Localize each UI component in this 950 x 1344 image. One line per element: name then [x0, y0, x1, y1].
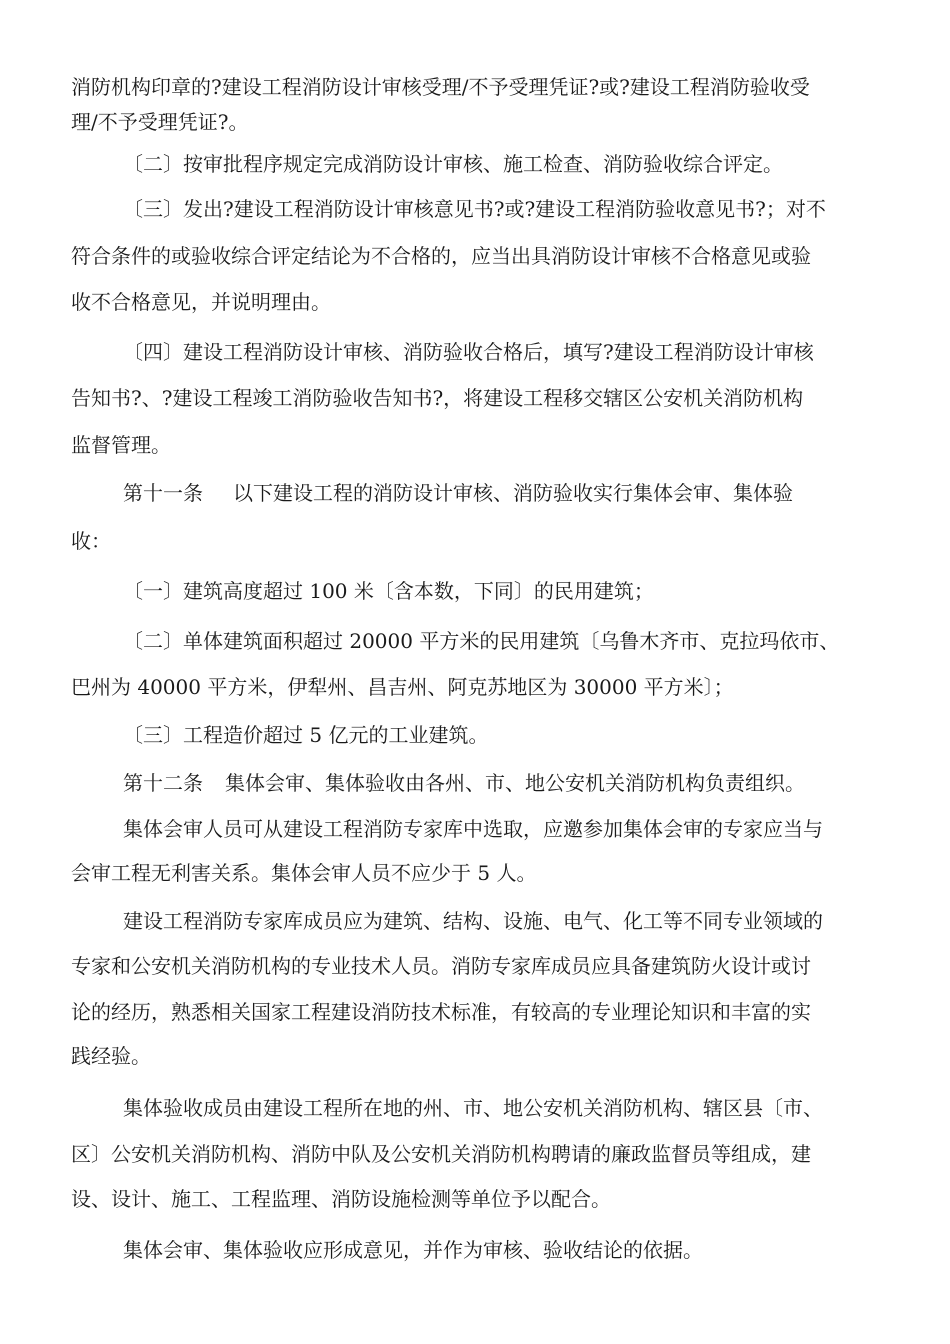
- text-line: 区〕公安机关消防机构、消防中队及公安机关消防机构聘请的廉政监督员等组成，建: [71, 1142, 811, 1166]
- text-line: 集体会审、集体验收应形成意见，并作为审核、验收结论的依据。: [123, 1238, 703, 1262]
- text-line: 集体会审人员可从建设工程消防专家库中选取，应邀参加集体会审的专家应当与: [123, 817, 823, 841]
- text-line: 〔二〕按审批程序规定完成消防设计审核、施工检查、消防验收综合评定。: [123, 152, 783, 176]
- text-line: 消防机构印章的?建设工程消防设计审核受理/不予受理凭证?或?建设工程消防验收受: [71, 75, 810, 99]
- article-11-line: [123, 477, 793, 509]
- article-12-line: [123, 767, 805, 799]
- text-line: 设、设计、施工、工程监理、消防设施检测等单位予以配合。: [71, 1187, 611, 1211]
- text-line: 会审工程无利害关系。集体会审人员不应少于 5 人。: [71, 861, 537, 885]
- text-line: 以下建设工程的消防设计审核、消防验收实行集体会审、集体验: [233, 481, 793, 505]
- text-line: 〔二〕单体建筑面积超过 20000 平方米的民用建筑〔乌鲁木齐市、克拉玛依市、: [123, 629, 840, 653]
- text-line: 理/不予受理凭证?。: [71, 110, 249, 134]
- text-line: 巴州为 40000 平方米，伊犁州、昌吉州、阿克苏地区为 30000 平方米〕；: [71, 675, 734, 699]
- text-line: 收：: [71, 529, 111, 553]
- text-line: 建设工程消防专家库成员应为建筑、结构、设施、电气、化工等不同专业领域的: [123, 909, 823, 933]
- text-line: 专家和公安机关消防机构的专业技术人员。消防专家库成员应具备建筑防火设计或讨: [71, 954, 811, 978]
- text-line: 〔三〕发出?建设工程消防设计审核意见书?或?建设工程消防验收意见书?；对不: [123, 197, 826, 221]
- text-line: 论的经历，熟悉相关国家工程建设消防技术标准，有较高的专业理论知识和丰富的实: [71, 1000, 811, 1024]
- text-line: 监督管理。: [71, 433, 171, 457]
- text-line: 践经验。: [71, 1044, 151, 1068]
- text-line: 集体会审、集体验收由各州、市、地公安机关消防机构负责组织。: [225, 771, 805, 795]
- text-line: 集体验收成员由建设工程所在地的州、市、地公安机关消防机构、辖区县〔市、: [123, 1096, 823, 1120]
- text-line: 收不合格意见，并说明理由。: [71, 290, 331, 314]
- text-line: 〔四〕建设工程消防设计审核、消防验收合格后，填写?建设工程消防设计审核: [123, 340, 814, 364]
- text-line: 〔三〕工程造价超过 5 亿元的工业建筑。: [123, 723, 489, 747]
- text-line: 〔一〕建筑高度超过 100 米〔含本数，下同〕的民用建筑；: [123, 579, 654, 603]
- text-line: 告知书?、?建设工程竣工消防验收告知书?，将建设工程移交辖区公安机关消防机构: [71, 386, 804, 410]
- article-12-label: 第十二条: [123, 771, 203, 795]
- article-11-label: 第十一条: [123, 481, 203, 505]
- text-line: 符合条件的或验收综合评定结论为不合格的，应当出具消防设计审核不合格意见或验: [71, 244, 811, 268]
